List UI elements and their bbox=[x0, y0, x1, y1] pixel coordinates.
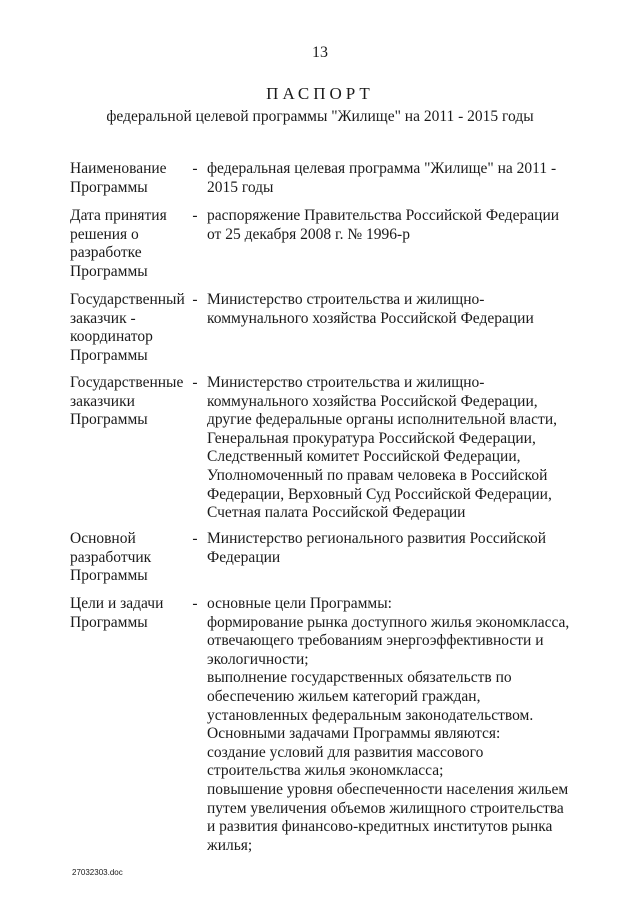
row-label: Основной разработчик Программы bbox=[70, 530, 152, 585]
row-value: основные цели Программы: формирование рынка доступного жилья экономкласса, отвечающего требованиям энергоэффективности и экологичности; выполнение государственных обязательств по обеспечению жильем категорий граждан, установленных федеральным законодательством. Основными задачами Программы являются: создание условий для развития массового строительства жилья экономкласса; повышение уровня обеспеченности населения жильем путем увеличения объемов жилищного строительства и развития финансово-кредитных институтов рынка жилья; bbox=[207, 595, 570, 854]
row-label: Наименование Программы bbox=[70, 160, 167, 196]
row-label: Дата принятия решения о разработке Программы bbox=[70, 207, 167, 280]
row-value: Министерство строительства и жилищно- коммунального хозяйства Российской Федерации bbox=[207, 291, 534, 327]
row-dash: - bbox=[192, 291, 198, 308]
row-dash: - bbox=[192, 207, 198, 224]
document-subtitle: федеральной целевой программы "Жилище" на 2011 - 2015 годы bbox=[106, 108, 534, 125]
document-title: ПАСПОРТ bbox=[266, 84, 374, 103]
row-label: Цели и задачи Программы bbox=[70, 595, 164, 631]
row-value: распоряжение Правительства Российской Федерации от 25 декабря 2008 г. № 1996-р bbox=[207, 207, 560, 243]
footer-filename: 27032303.doc bbox=[72, 868, 123, 877]
row-dash: - bbox=[192, 595, 198, 612]
page-number: 13 bbox=[312, 44, 328, 61]
row-dash: - bbox=[192, 374, 198, 391]
row-value: федеральная целевая программа "Жилище" на 2011 - 2015 годы bbox=[207, 160, 557, 196]
row-label: Государственный заказчик - координатор Программы bbox=[70, 291, 185, 364]
row-dash: - bbox=[192, 530, 198, 547]
row-value: Министерство строительства и жилищно- коммунального хозяйства Российской Федерации, другие федеральные органы исполнительной власти, Генеральная прокуратура Российской Федерации, Следственный комитет Российской Федерации, Уполномоченный по правам человека в Российской Федерации, Верховный Суд Российской Федерации, Счетная палата Российской Федерации bbox=[207, 374, 557, 522]
row-value: Министерство регионального развития Российской Федерации bbox=[207, 530, 547, 566]
row-label: Государственные заказчики Программы bbox=[70, 374, 184, 429]
row-dash: - bbox=[192, 160, 198, 177]
